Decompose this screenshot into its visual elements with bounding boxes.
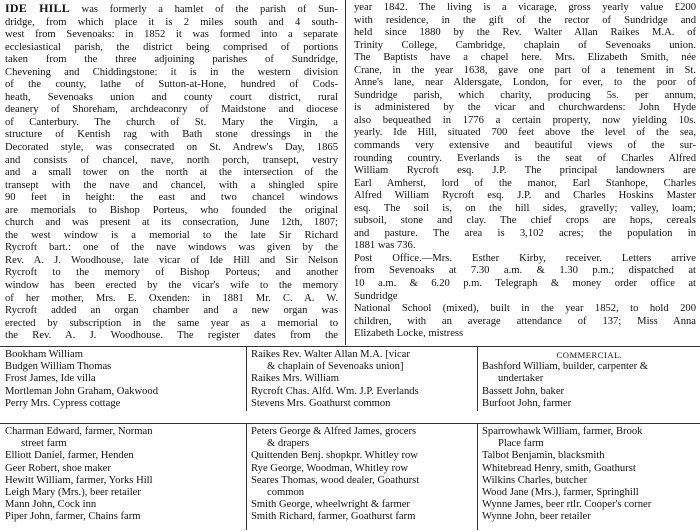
entry-line: yearly. Ide Hill, situated 700 feet above the level of the sea, bbox=[354, 127, 696, 139]
entry-line: erected by subscription in the same year as a memorial to bbox=[5, 317, 338, 329]
commercial-entry: Leigh Mary (Mrs.), beer retailer bbox=[5, 487, 141, 499]
commercial-entry: common bbox=[267, 487, 305, 499]
commercial-entry: Smith Richard, farmer, Goathurst farm bbox=[251, 511, 416, 523]
entry-line: Anne's lane, near Aldersgate, London, for ever, to the poor of bbox=[354, 77, 696, 89]
entry-title: IDE HILL bbox=[5, 1, 70, 15]
commercial-entry: street farm bbox=[21, 438, 67, 450]
entry-line: 90 feet in height: the east and two chancel windows bbox=[5, 192, 338, 204]
entry-line: is administered by the vicar and churchwardens: John Hyde bbox=[354, 102, 696, 114]
school-line: National School (mixed), built in the year 1852, to hold 200 bbox=[354, 303, 696, 315]
entry-line: Sundridge parish, which charity, producing 5s. per annum, bbox=[354, 89, 696, 101]
resident-entry: Rycroft Chas. Alfd. Wm. J.P. Everlands bbox=[251, 385, 419, 397]
post-office-line: Post Office.—Mrs. Esther Kirby, receiver. Letters arrive bbox=[354, 252, 696, 264]
commercial-col2 bbox=[251, 426, 476, 524]
entry-line: was formerly a hamlet of the parish of Sun- bbox=[81, 4, 339, 15]
resident-entry: Raikes Mrs. William bbox=[251, 373, 339, 385]
entry-line: Rev. A. J. Woodhouse, late vicar of Ide Hill and Sir Nelson bbox=[5, 254, 338, 266]
entry-line: of her mother, Mrs. E. Oxenden: in 1881 Mr. C. A. W. bbox=[5, 292, 338, 304]
commercial-entry: Burfoot John, farmer bbox=[482, 397, 572, 409]
entry-line: 1881 was 736. bbox=[354, 240, 416, 252]
entry-line: taken from the three adjoining parishes of Sundridge, bbox=[5, 54, 338, 66]
commercial-entry: Seares Thomas, wood dealer, Goathurst bbox=[251, 474, 420, 486]
column-divider bbox=[246, 424, 247, 530]
commercial-entry: Wood Jane (Mrs.), farmer, Springhill bbox=[482, 487, 639, 499]
entry-line: ecclesiastical parish, the district being comprised of portions bbox=[5, 41, 338, 53]
entry-line: west from Sevenoaks: in 1852 it was formed into a separate bbox=[5, 29, 338, 41]
entry-line: dridge, from which place it is 2 miles south and 4 south- bbox=[5, 16, 338, 28]
commercial-entry: Quittenden Benj. shopkpr. Whitley row bbox=[251, 450, 418, 462]
entry-line: church and was present at its consecration, June 12th, 1807; bbox=[5, 217, 338, 229]
entry-line: commands very extensive and beautiful views of the sur- bbox=[354, 140, 696, 152]
section-rule bbox=[0, 423, 700, 424]
entry-line: Rycroft to the memory of Bishop Porteus; and another bbox=[5, 267, 338, 279]
column-divider bbox=[246, 347, 247, 411]
commercial-entry: Wynne John, beer retailer bbox=[482, 511, 591, 523]
entry-paragraph bbox=[5, 2, 338, 343]
entry-right-column bbox=[354, 2, 696, 341]
entry-line: deanery of Shoreham, archdeaconry of Maidstone and diocese bbox=[5, 104, 338, 116]
commercial-entry: Hewitt William, farmer, Yorks Hill bbox=[5, 474, 153, 486]
commercial-entry: Peters George & Alfred James, grocers bbox=[251, 426, 417, 437]
entry-line: heath, Sevenoaks union and county court district, rural bbox=[5, 91, 338, 103]
entry-left-column bbox=[5, 2, 338, 343]
entry-line: of Canterbury. The church of St. Mary the Virgin, a bbox=[5, 116, 338, 128]
entry-paragraph-continued bbox=[354, 2, 696, 253]
entry-line: of the county, lathe of Sutton-at-Hone, hundred of Cods- bbox=[5, 79, 338, 91]
entry-line: also bequeathed in 1776 a certain property, now yielding 10s. bbox=[354, 114, 696, 126]
private-residents-col1 bbox=[5, 349, 235, 410]
resident-entry: Frost James, Ide villa bbox=[5, 373, 96, 385]
commercial-heading: COMMERCIAL. bbox=[556, 350, 623, 360]
entry-line: Crane, in the year 1638, gave one part of a tenement in St. bbox=[354, 64, 696, 76]
resident-entry: Mortleman John Graham, Oakwood bbox=[5, 385, 158, 397]
resident-entry: Bookham William bbox=[5, 349, 83, 360]
resident-entry: Budgen William Thomas bbox=[5, 361, 112, 373]
entry-line: rounding country. Everlands is the seat of Charles Alfred bbox=[354, 152, 696, 164]
entry-line: window has been erected by the vicar's wife to the memory bbox=[5, 280, 338, 292]
school-line: Elizabeth Locke, mistress bbox=[354, 328, 464, 340]
entry-line: and consists of chancel, nave, north porch, transept, vestry bbox=[5, 154, 338, 166]
entry-line: held since 1880 by the Rev. Walter Allan Raikes M.A. of bbox=[354, 27, 696, 39]
commercial-entry: undertaker bbox=[498, 373, 544, 385]
entry-line: Earl Amherst, lord of the manor, Earl Stanhope, Charles bbox=[354, 177, 696, 189]
entry-line: Decorated style, was consecrated on St. Andrew's Day, 1865 bbox=[5, 142, 338, 154]
entry-line: structure of Kentish rag with Bath stone dressings in the bbox=[5, 129, 338, 141]
entry-line: with residence, in the gift of the rector of Sundridge and bbox=[354, 14, 696, 26]
section-rule bbox=[0, 346, 700, 347]
entry-line: and pasture. The area is 3,102 acres; the population in bbox=[354, 227, 696, 239]
commercial-entry: Piper John, farmer, Chains farm bbox=[5, 511, 141, 523]
resident-entry: Stevens Mrs. Goathurst common bbox=[251, 397, 391, 409]
commercial-entry: Bashford William, builder, carpenter & bbox=[482, 361, 649, 373]
commercial-entry: Geer Robert, shoe maker bbox=[5, 462, 111, 474]
commercial-entry: Rye George, Woodman, Whitley row bbox=[251, 462, 409, 474]
entry-line: esq. The soil is, on the hill sides, gravelly; valley, loam; bbox=[354, 202, 696, 214]
column-divider bbox=[477, 424, 478, 530]
commercial-entry: Place farm bbox=[498, 438, 544, 450]
entry-line: and a small tower on the north at the intersection of the bbox=[5, 167, 338, 179]
entry-line: the west window is a memorial to the late Sir Richard bbox=[5, 229, 338, 241]
post-office-line: from Sevenoaks at 7.30 a.m. & 1.30 p.m.; dispatched at bbox=[354, 265, 696, 277]
column-divider bbox=[345, 0, 346, 345]
resident-entry: & chaplain of Sevenoaks union] bbox=[267, 361, 404, 373]
entry-line: Rycroft added an organ chamber and a new organ was bbox=[5, 305, 338, 317]
entry-line: The Baptists have a chapel here. Mrs. Elizabeth Smith, née bbox=[354, 52, 696, 64]
private-residents-col2 bbox=[251, 349, 476, 410]
commercial-entry: Bassett John, baker bbox=[482, 385, 565, 397]
entry-line: Chevening and Chiddingstone: it is in the western division bbox=[5, 66, 338, 78]
entry-line: the Rev. A. J. Woodhouse. The register dates from the bbox=[5, 330, 338, 342]
entry-line: William Rycroft esq. J.P. The principal landowners are bbox=[354, 165, 696, 177]
school-line: children, with an average attendance of 137; Miss Anna bbox=[354, 315, 696, 327]
commercial-entry: & drapers bbox=[267, 438, 310, 450]
entry-line: transept with the nave and chancel, with a shingled spire bbox=[5, 179, 338, 191]
entry-line: year 1842. The living is a vicarage, gross yearly value £200 bbox=[354, 2, 696, 13]
commercial-entry: Mann John, Cock inn bbox=[5, 499, 97, 511]
commercial-entry: Elliott Daniel, farmer, Henden bbox=[5, 450, 134, 462]
resident-entry: Perry Mrs. Cypress cottage bbox=[5, 397, 121, 409]
commercial-entry: Whitebread Henry, smith, Goathurst bbox=[482, 462, 636, 474]
commercial-entry: Talbot Benjamin, blacksmith bbox=[482, 450, 605, 462]
school-paragraph bbox=[354, 303, 696, 341]
commercial-entry: Wynne James, beer rtlr. Cooper's corner bbox=[482, 499, 652, 511]
entry-line: Alfred William Rycroft esq. J.P. and Charles Hoskins Master bbox=[354, 190, 696, 202]
commercial-entry: Wilkins Charles, butcher bbox=[482, 474, 588, 486]
commercial-entry: Charman Edward, farmer, Norman bbox=[5, 426, 153, 437]
post-office-paragraph bbox=[354, 253, 696, 303]
commercial-col3 bbox=[482, 426, 697, 524]
commercial-col1 bbox=[5, 426, 245, 524]
commercial-entry: Smith George, wheelwright & farmer bbox=[251, 499, 410, 511]
entry-line: Rycroft bart.: one of the nave windows was given by the bbox=[5, 242, 338, 254]
entry-line: subsoil, stone and clay. The chief crops are hops, cereals bbox=[354, 215, 696, 227]
column-divider bbox=[477, 347, 478, 411]
commercial-entry: Sparrowhawk William, farmer, Brook bbox=[482, 426, 643, 437]
resident-entry: Raikes Rev. Walter Allan M.A. [vicar bbox=[251, 349, 410, 360]
entry-line: Trinity College, Cambridge, chaplain of Sevenoaks union. bbox=[354, 39, 696, 51]
commercial-col3-top bbox=[482, 349, 697, 410]
post-office-line: Sundridge bbox=[354, 290, 398, 302]
entry-line: are memorials to Bishop Porteus, who founded the original bbox=[5, 204, 338, 216]
post-office-line: 10 a.m. & 6.20 p.m. Telegraph & money order office at bbox=[354, 278, 696, 290]
